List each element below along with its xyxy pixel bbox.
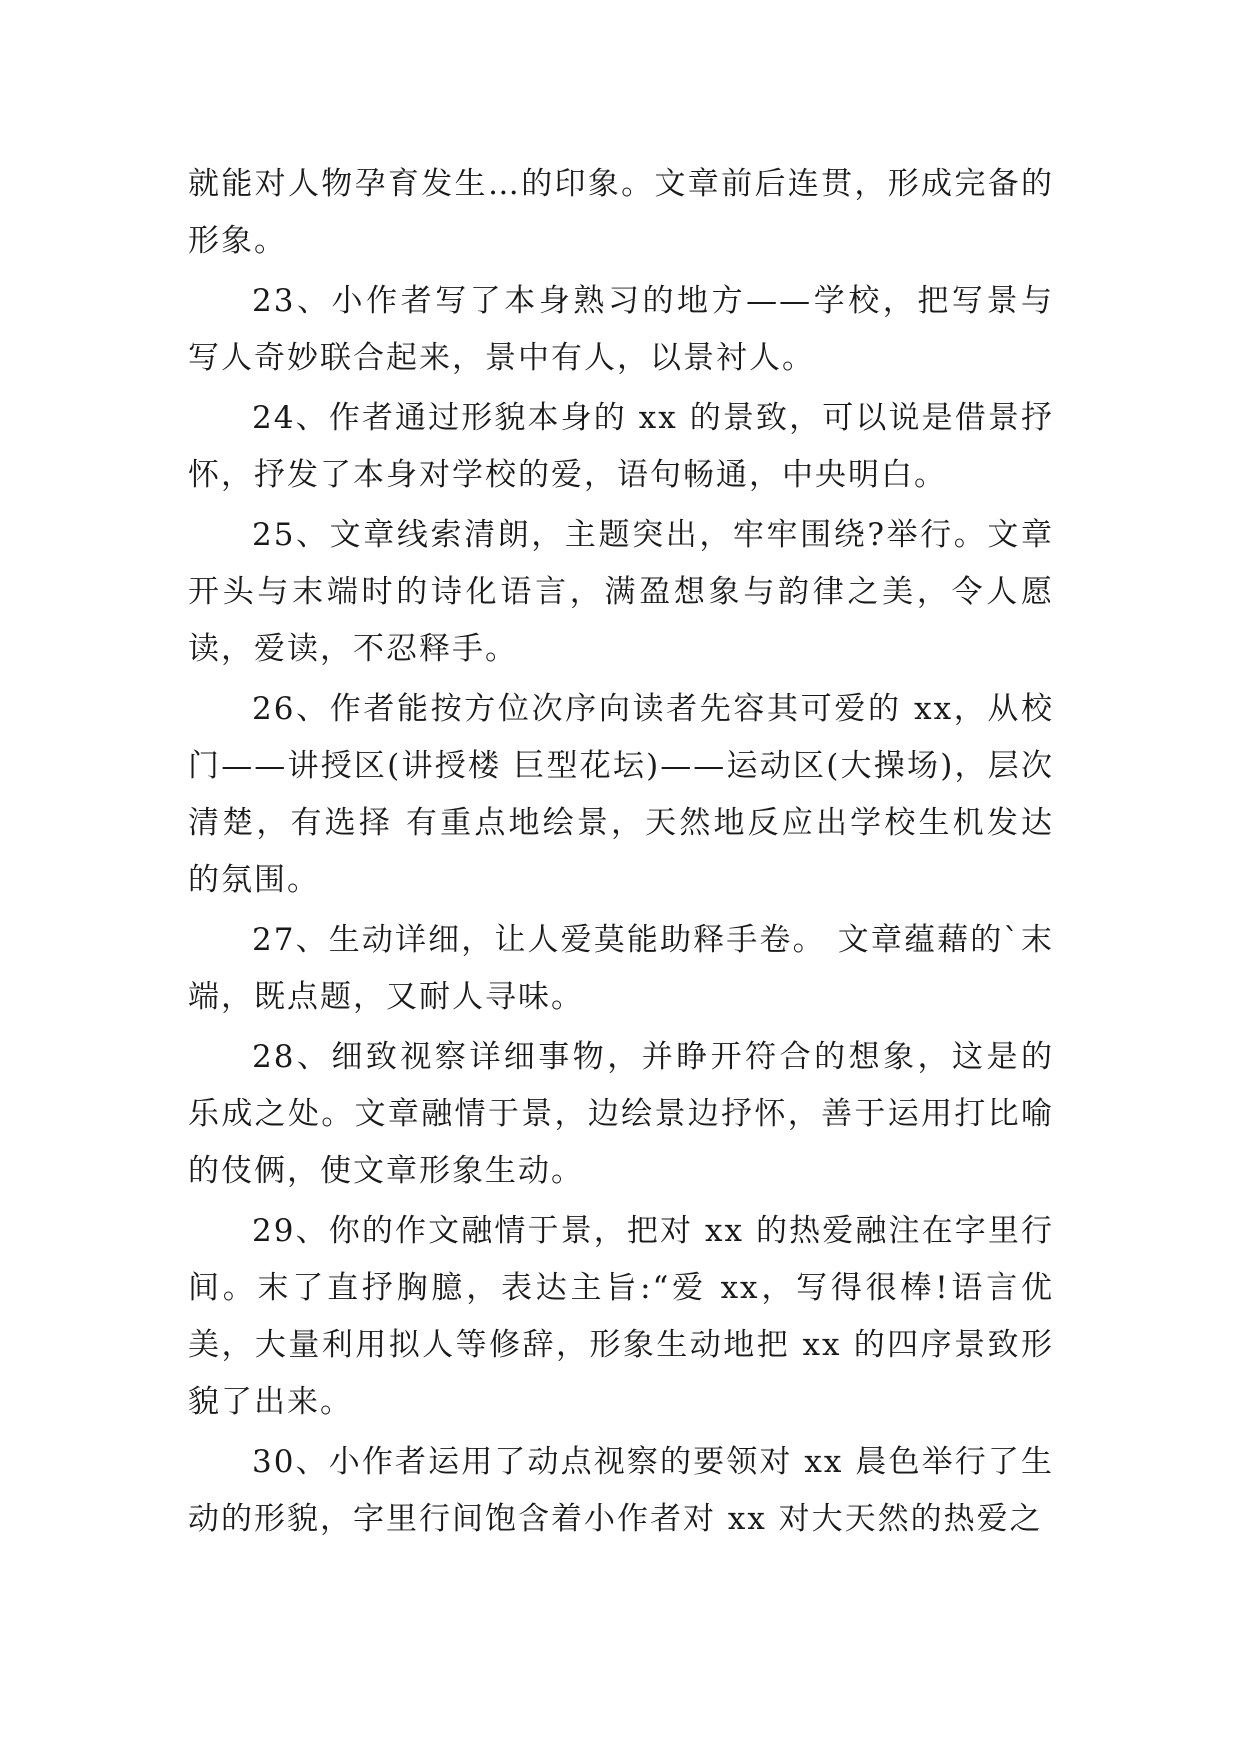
paragraph-26: 26、作者能按方位次序向读者先容其可爱的 xx，从校门——讲授区(讲授楼 巨型花坛)——运动区(大操场)，层次清楚，有选择 有重点地绘景，天然地反应出学校生机发达的氛围。 (188, 691, 1054, 898)
paragraph-30: 30、小作者运用了动点视察的要领对 xx 晨色举行了生动的形貌，字里行间饱含着小作者对 xx 对大天然的热爱之 (188, 1444, 1054, 1537)
paragraph-28: 28、细致视察详细事物，并睁开符合的想象，这是的乐成之处。文章融情于景，边绘景边抒怀，善于运用打比喻的伎俩，使文章形象生动。 (188, 1039, 1054, 1189)
paragraph-23: 23、小作者写了本身熟习的地方——学校，把写景与写人奇妙联合起来，景中有人，以景衬人。 (188, 283, 1054, 376)
paragraph-24: 24、作者通过形貌本身的 xx 的景致，可以说是借景抒怀，抒发了本身对学校的爱，语句畅通，中央明白。 (188, 400, 1054, 493)
paragraph-continuation: 就能对人物孕育发生…的印象。文章前后连贯，形成完备的形象。 (188, 166, 1054, 259)
document-body (188, 156, 1054, 1551)
paragraph-29: 29、你的作文融情于景，把对 xx 的热爱融注在字里行间。末了直抒胸臆，表达主旨:“爱 xx，写得很棒!语言优美，大量利用拟人等修辞，形象生动地把 xx 的四序景致形貌了出来。 (188, 1213, 1054, 1420)
paragraph-25: 25、文章线索清朗，主题突出，牢牢围绕?举行。文章开头与末端时的诗化语言，满盈想象与韵律之美，令人愿读，爱读，不忍释手。 (188, 517, 1054, 667)
paragraph-27: 27、生动详细，让人爱莫能助释手卷。 文章蕴藉的`末端，既点题，又耐人寻味。 (188, 922, 1054, 1015)
